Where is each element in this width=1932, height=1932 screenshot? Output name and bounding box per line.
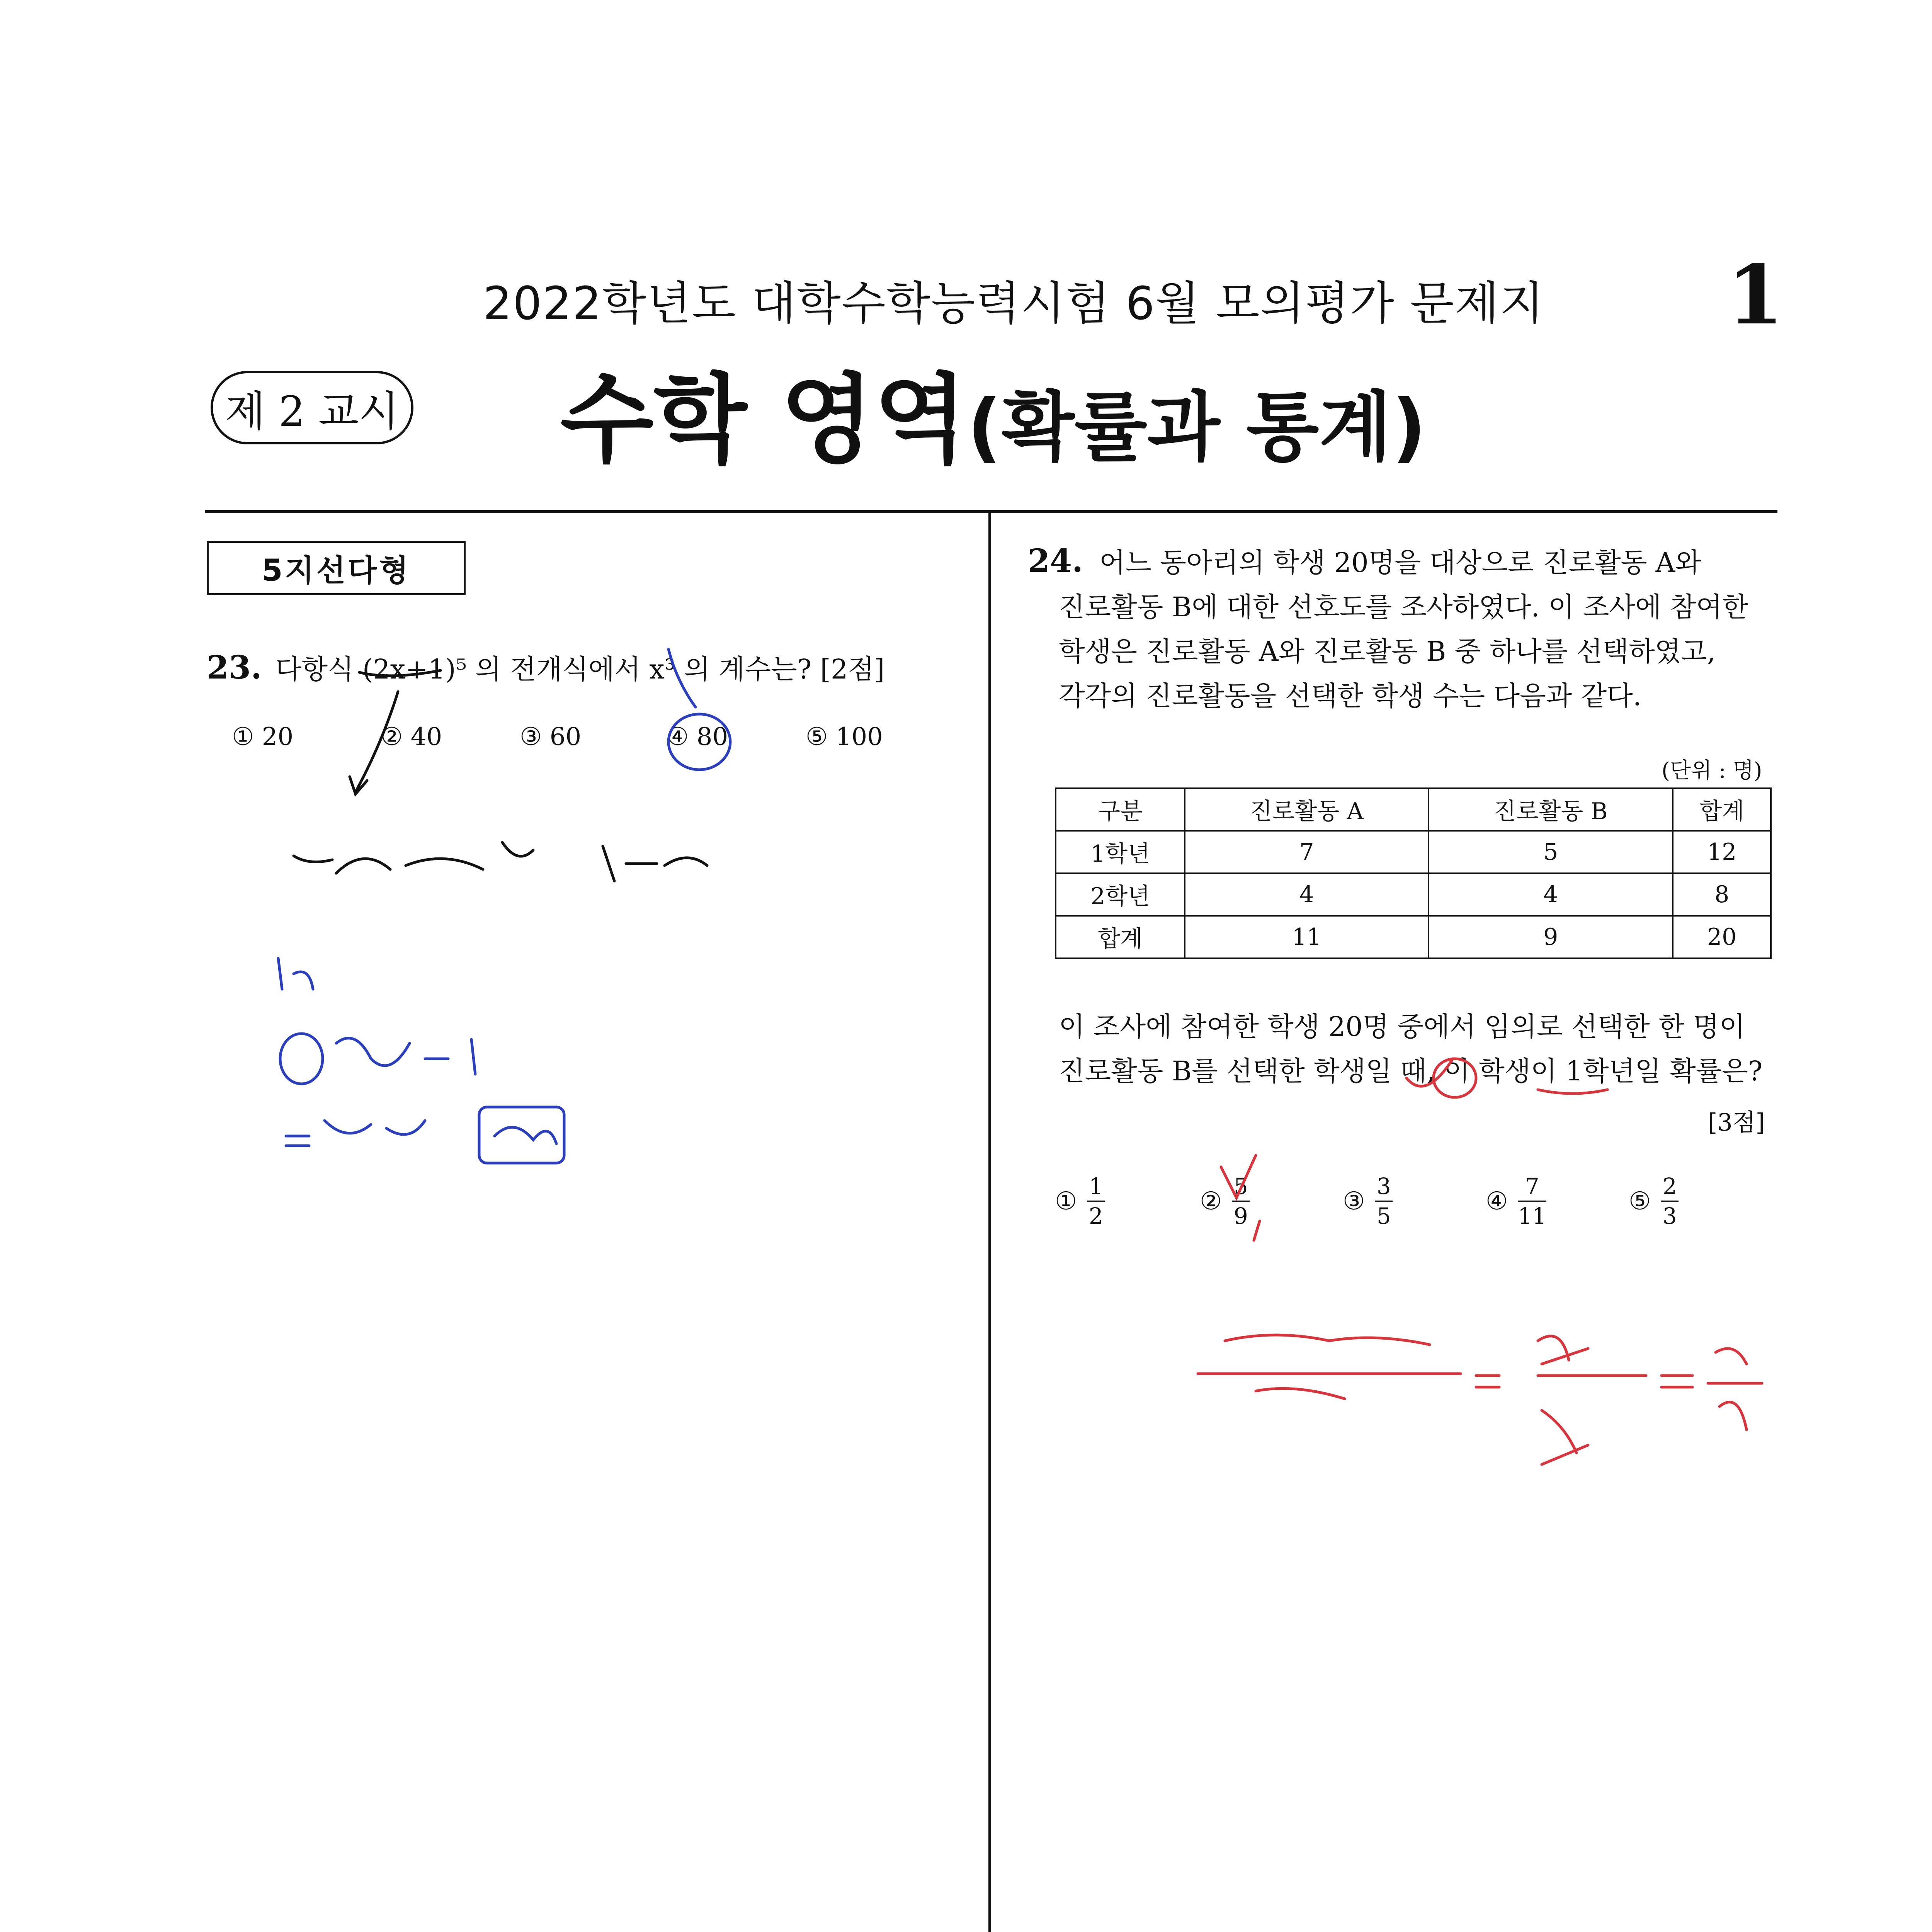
q23-choice-3[interactable]: ③ 60 [520,723,582,751]
r-equals-scribble [278,958,313,989]
question-24-number: 24. [1028,543,1083,580]
fraction [1232,1175,1250,1228]
q24-line-1 [1028,539,1774,585]
table-cell: 8 [1673,873,1771,916]
table-cell: 5 [1429,831,1673,873]
fraction-bar [1232,1201,1250,1202]
red-ink-strokes [1198,1059,1762,1464]
section-label-text: 5지선다형 [262,553,411,588]
q24-question-line: 진로활동 B를 선택한 학생일 때, 이 학생이 1학년일 확률은? [1059,1055,1763,1087]
table-unit-label: (단위 : 명) [1662,758,1762,783]
q23-choice-4[interactable]: ④ 80 [667,723,728,751]
table-cell: 9 [1429,916,1673,958]
numerator: 3 [1376,1173,1391,1199]
binomial-term-scribble [294,842,533,873]
q24-question-line: 이 조사에 참여한 학생 20명 중에서 임의로 선택한 한 명이 [1059,1011,1745,1043]
period-label: 제 2 교시 [225,387,399,436]
q24-choice-3[interactable] [1343,1175,1393,1228]
middle-fraction-scribble [1538,1336,1646,1453]
equals-stroke [1476,1376,1499,1387]
page-number: 1 [1727,247,1784,343]
cancel-stroke [1542,1349,1588,1464]
q24-text-line: 각각의 진로활동을 선택한 학생 수는 다음과 같다. [1059,680,1642,712]
fraction [1518,1175,1546,1228]
arrowhead-stroke [350,777,367,794]
black-ink-strokes [294,670,707,881]
denominator: 5 [1376,1202,1391,1229]
fraction-bar [1518,1201,1546,1202]
table-header-cell: 진로활동 B [1429,788,1673,831]
question-24 [1028,539,1774,718]
denominator-scribble [1256,1388,1345,1399]
header-divider [205,510,1777,513]
range-scribble [603,846,707,881]
table-row [1056,873,1771,916]
fraction-bar [1087,1201,1105,1202]
q24-choice-5[interactable] [1629,1175,1679,1228]
combination-circle-icon [280,1034,323,1084]
question-23 [207,649,884,686]
fraction-bar [1375,1201,1393,1202]
table-row [1056,916,1771,958]
q24-text-line: 학생은 진로활동 A와 진로활동 B 중 하나를 선택하였고, [1059,636,1716,667]
q24-text-line: 진로활동 B에 대한 선호도를 조사하였다. 이 조사에 참여한 [1059,591,1748,623]
denominator: 2 [1088,1202,1103,1229]
answer-tick-stroke [1254,1221,1260,1240]
table-cell: 20 [1673,916,1771,958]
numerator: 7 [1525,1173,1539,1199]
survey-table [1055,787,1772,959]
subject-subtitle: (확률과 통계) [967,383,1427,471]
choice-mark: ② [1200,1187,1222,1216]
denominator: 11 [1518,1202,1547,1229]
expansion-scribble [336,1038,475,1074]
choice-mark: ④ [1486,1187,1508,1216]
q23-choice-5[interactable]: ⑤ 100 [806,723,883,751]
q23-choice-2[interactable]: ② 40 [381,723,442,751]
table-cell: 11 [1185,916,1429,958]
section-label [207,541,466,595]
numerator: 1 [1088,1173,1103,1199]
choice-mark: ③ [1343,1187,1365,1216]
fraction [1375,1175,1393,1228]
table-cell: 12 [1673,831,1771,873]
equals-stroke [1662,1376,1692,1387]
subject-name: 수학 영역 [560,364,968,476]
table-header-cell: 구분 [1056,788,1185,831]
table-cell: 7 [1185,831,1429,873]
result-box-icon [479,1107,564,1163]
q24-text-line: 어느 동아리의 학생 20명을 대상으로 진로활동 A와 [1099,547,1701,578]
q24-choice-2[interactable] [1200,1175,1250,1228]
result-scribble [495,1127,556,1144]
column-divider [988,512,991,1932]
period-badge [211,371,413,444]
numerator-scribble [1225,1335,1430,1345]
table-cell: 4 [1185,873,1429,916]
denominator: 9 [1233,1202,1248,1229]
q24-choice-4[interactable] [1486,1175,1546,1228]
table-header-cell: 합계 [1673,788,1771,831]
q24-choice-1[interactable] [1055,1175,1105,1228]
question-23-text: 다항식 (2x+1)⁵ 의 전개식에서 x³ 의 계수는? [2점] [275,653,885,685]
fraction [1661,1175,1679,1228]
exam-title: 2022학년도 대학수학능력시험 6월 모의평가 문제지 [483,277,1545,330]
table-header-row [1056,788,1771,831]
subject-title [560,342,1426,481]
blue-ink-strokes [278,649,730,1163]
q24-points: [3점] [1708,1108,1765,1136]
denominator: 3 [1662,1202,1677,1229]
simplification-scribble [286,1121,425,1146]
table-cell: 1학년 [1056,831,1185,873]
table-cell: 2학년 [1056,873,1185,916]
numerator: 5 [1233,1173,1248,1199]
fraction-bar [1661,1201,1679,1202]
table-header-cell: 진로활동 A [1185,788,1429,831]
table-row [1056,831,1771,873]
choice-mark: ⑤ [1629,1187,1651,1216]
choice-mark: ① [1055,1187,1077,1216]
final-answer-scribble [1708,1349,1762,1430]
q23-choice-1[interactable]: ① 20 [232,723,294,751]
fraction [1087,1175,1105,1228]
table-cell: 4 [1429,873,1673,916]
table-cell: 합계 [1056,916,1185,958]
question-23-number: 23. [207,649,262,686]
numerator: 2 [1662,1173,1677,1199]
